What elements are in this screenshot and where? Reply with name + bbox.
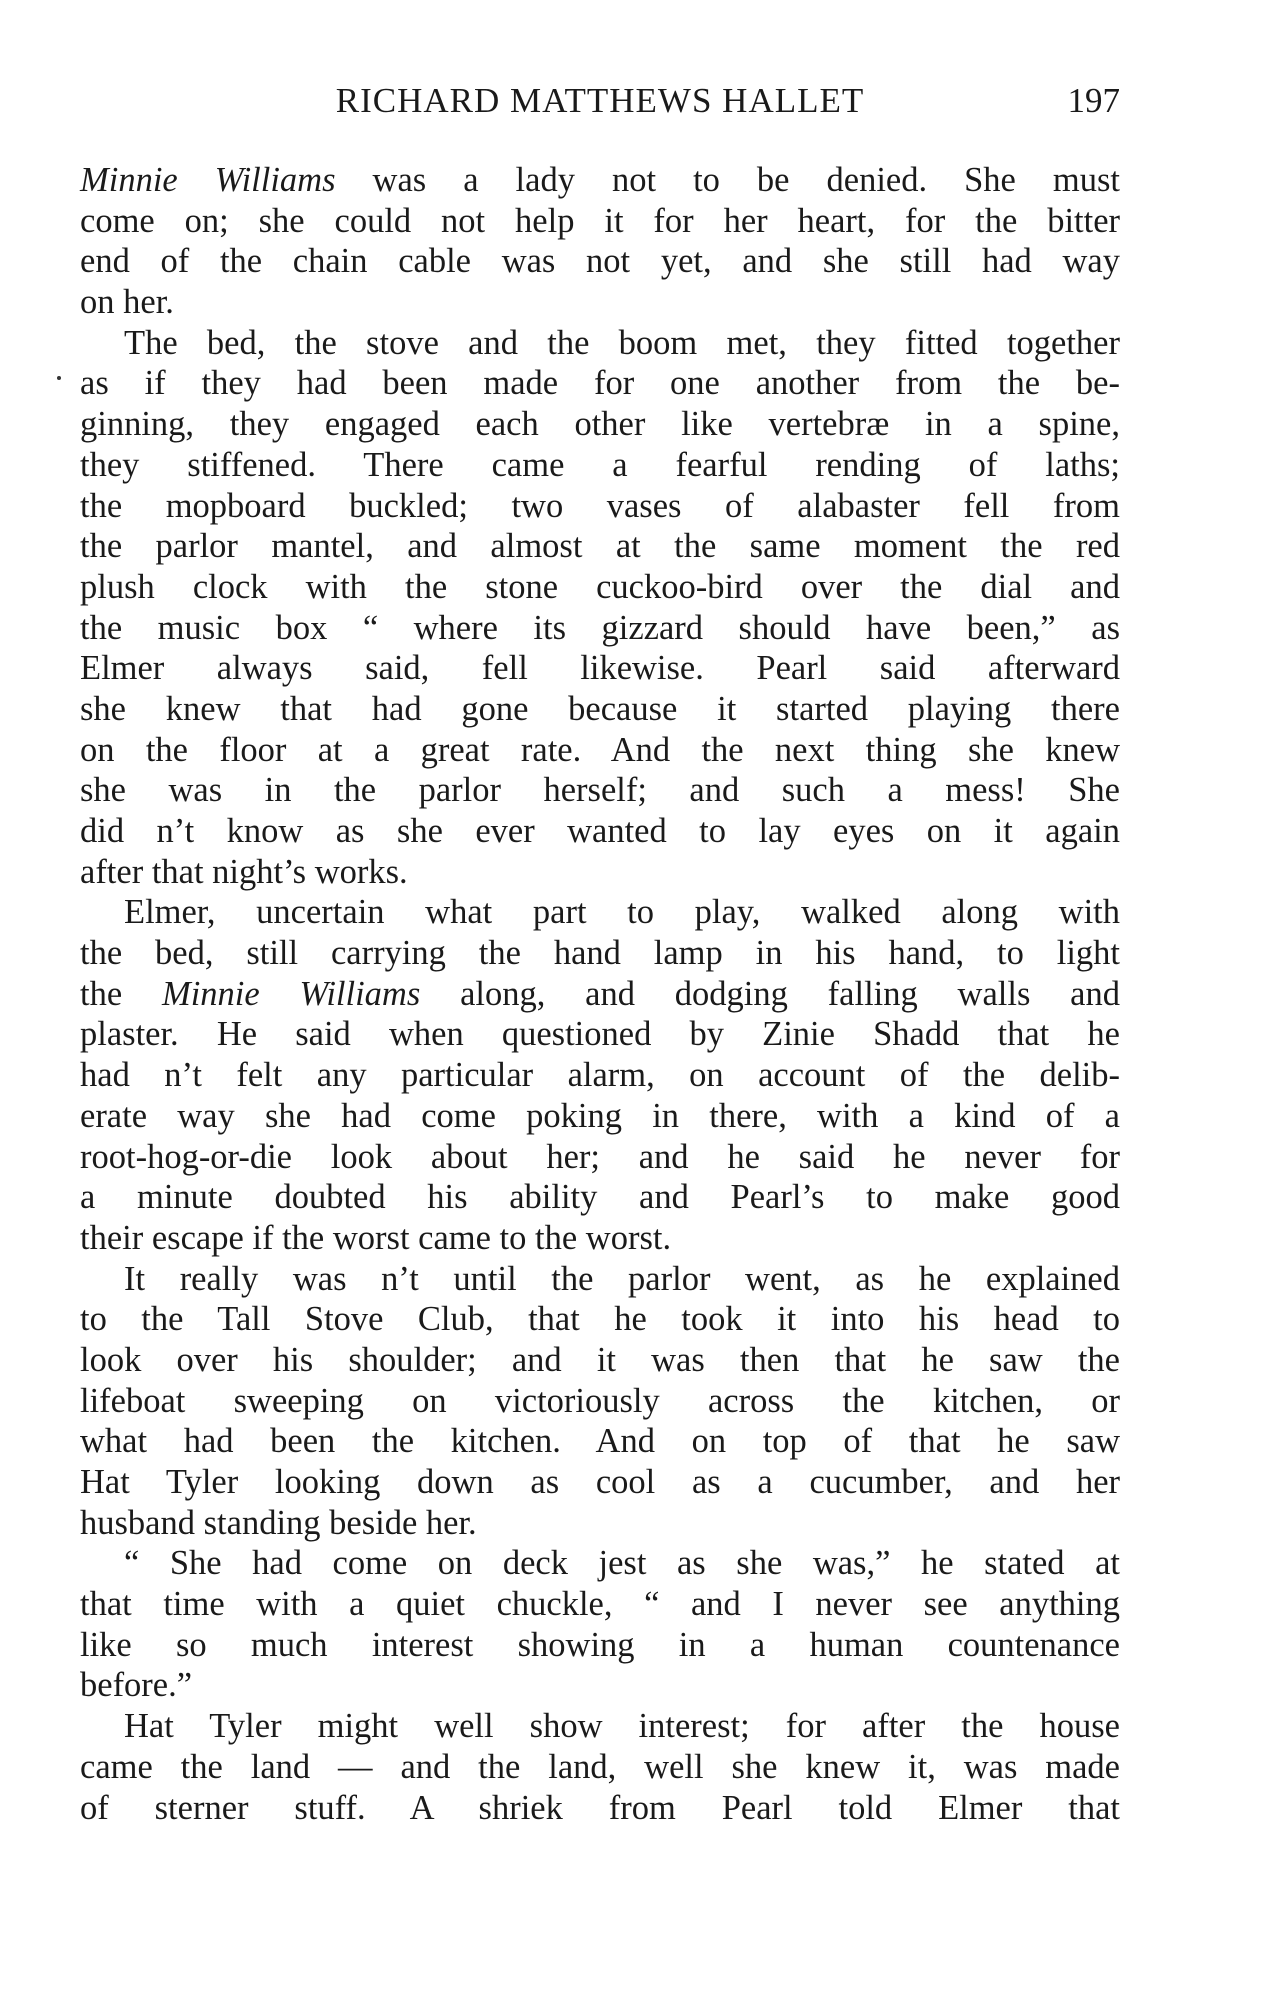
running-head <box>80 76 1120 126</box>
text-line: what had been the kitchen. And on top of that he saw <box>80 1422 1120 1461</box>
text-line: the bed, still carrying the hand lamp in his hand, to light <box>80 934 1120 973</box>
text-line: husband standing beside her. <box>80 1503 477 1542</box>
text-line: plaster. He said when questioned by Zinie Shadd that he <box>80 1015 1120 1054</box>
text-line: the music box “ where its gizzard should have been,” as <box>80 608 1120 647</box>
text-line: the mopboard buckled; two vases of alabaster fell from <box>80 486 1120 525</box>
text-line: plush clock with the stone cuckoo-bird over the dial and <box>80 567 1120 606</box>
text-line: end of the chain cable was not yet, and she still had way <box>80 242 1120 281</box>
text-line: of sterner stuff. A shriek from Pearl told Elmer that <box>80 1788 1120 1827</box>
body-text <box>80 160 1120 1828</box>
text-line: the Minnie Williams along, and dodging falling walls and <box>80 974 1120 1013</box>
text-line: “ She had come on deck jest as she was,” he stated at <box>124 1544 1120 1583</box>
text-line: they stiffened. There came a fearful rending of laths; <box>80 445 1120 484</box>
text-line: Hat Tyler might well show interest; for after the house <box>124 1707 1120 1746</box>
text-line: a minute doubted his ability and Pearl’s to make good <box>80 1178 1120 1217</box>
text-line: that time with a quiet chuckle, “ and I never see anything <box>80 1585 1120 1624</box>
text-line: did n’t know as she ever wanted to lay eyes on it again <box>80 812 1120 850</box>
text-line: had n’t felt any particular alarm, on account of the delib- <box>80 1056 1120 1095</box>
text-line: It really was n’t until the parlor went, as he explained <box>124 1259 1120 1298</box>
text-line: their escape if the worst came to the worst. <box>80 1218 672 1257</box>
text-line: as if they had been made for one another from the be- <box>80 364 1120 403</box>
text-line: Elmer, uncertain what part to play, walked along with <box>124 893 1120 932</box>
text-line: to the Tall Stove Club, that he took it into his head to <box>80 1300 1120 1339</box>
text-line: on her. <box>80 283 174 322</box>
text-line: she was in the parlor herself; and such a mess! She <box>80 771 1120 810</box>
running-title: RICHARD MATTHEWS HALLET <box>335 81 865 120</box>
text-line: on the floor at a great rate. And the next thing she knew <box>80 730 1120 769</box>
text-line: the parlor mantel, and almost at the same moment the red <box>80 527 1120 566</box>
text-line: look over his shoulder; and it was then that he saw the <box>80 1340 1120 1379</box>
text-line: she knew that had gone because it started playing there <box>80 689 1120 728</box>
text-line: like so much interest showing in a human countenance <box>80 1625 1120 1664</box>
text-line: come on; she could not help it for her heart, for the bitter <box>80 201 1120 240</box>
text-line: Elmer always said, fell likewise. Pearl said afterward <box>80 649 1120 688</box>
text-line: Minnie Williams was a lady not to be denied. She must <box>80 161 1120 199</box>
text-line: root-hog-or-die look about her; and he said he never for <box>80 1137 1120 1176</box>
text-line: erate way she had come poking in there, with a kind of a <box>80 1096 1120 1135</box>
page-number: 197 <box>1067 81 1120 120</box>
text-line: before.” <box>80 1666 193 1705</box>
text-line: ginning, they engaged each other like vertebræ in a spine, <box>80 405 1120 444</box>
margin-dot <box>57 376 61 380</box>
text-line: lifeboat sweeping on victoriously across the kitchen, or <box>80 1381 1120 1420</box>
text-line: Hat Tyler looking down as cool as a cucumber, and her <box>80 1463 1120 1501</box>
text-line: came the land — and the land, well she knew it, was made <box>80 1747 1120 1786</box>
text-line: The bed, the stove and the boom met, they fitted together <box>124 323 1120 362</box>
text-line: after that night’s works. <box>80 852 408 891</box>
